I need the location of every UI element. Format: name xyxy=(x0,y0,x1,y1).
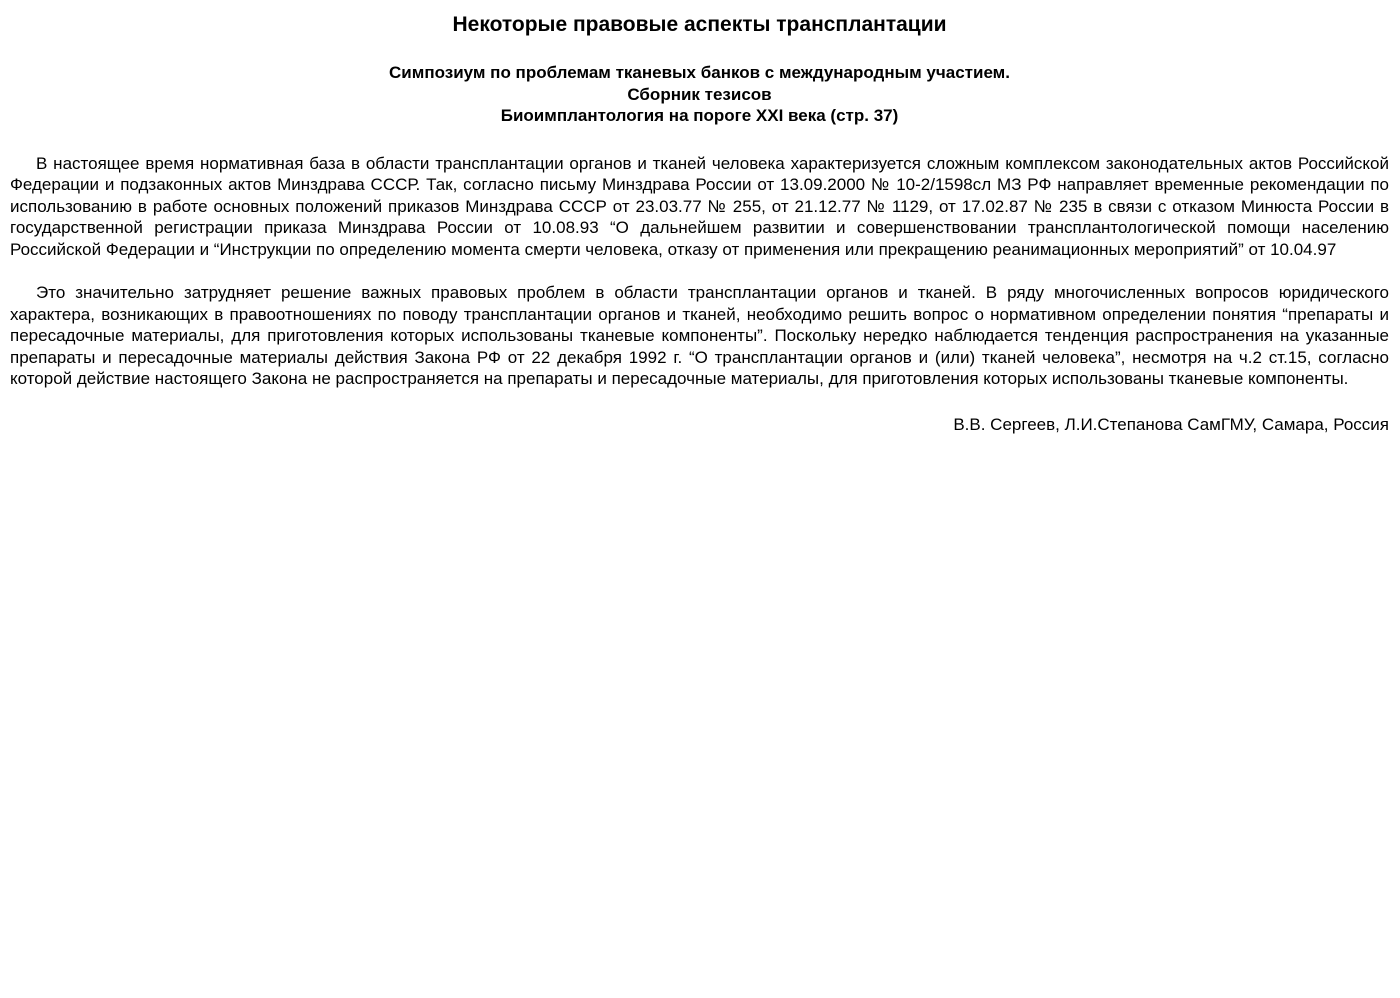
abstract-paragraph-1: В настоящее время нормативная база в области трансплантации органов и тканей человека характеризуется сложным комплексом законодательных актов Российской Федерации и подзаконных актов Минздрава СССР. Так, согласно письму Минздрава России от 13.09.2000 № 10-2/1598сл МЗ РФ направляет временные рекомендации по использованию в работе основных положений приказов Минздрава СССР от 23.03.77 № 255, от 21.12.77 № 1129, от 17.02.87 № 235 в связи с отказом Минюста России в государственной регистрации приказа Минздрава России от 10.08.93 “О дальнейшем развитии и совершенствовании трансплантологической помощи населению Российской Федерации и “Инструкции по определению момента смерти человека, отказу от применения или прекращению реанимационных мероприятий” от 10.04.97 xyxy=(10,153,1389,259)
authors-byline: В.В. Сергеев, Л.И.Степанова СамГМУ, Самара, Россия xyxy=(953,415,1389,435)
abstract-paragraph-2: Это значительно затрудняет решение важных правовых проблем в области трансплантации органов и тканей. В ряду многочисленных вопросов юридического характера, возникающих в правоотношениях по поводу трансплантации органов и тканей, необходимо решить вопрос о нормативном определении понятия “препараты и пересадочные материалы, для приготовления которых использованы тканевые компоненты”. Поскольку нередко наблюдается тенденция распространения на указанные препараты и пересадочные материалы действия Закона РФ от 22 декабря 1992 г. “О трансплантации органов и (или) тканей человека”, несмотря на ч.2 ст.15, согласно которой действие настоящего Закона не распространяется на препараты и пересадочные материалы, для приготовления которых использованы тканевые компоненты. xyxy=(10,283,1389,389)
page-title: Некоторые правовые аспекты трансплантации xyxy=(452,13,947,36)
subtitle-line-collection: Сборник тезисов xyxy=(627,84,772,104)
subtitle-line-symposium: Симпозиум по проблемам тканевых банков с международным участием. xyxy=(389,63,1010,82)
document-subtitle xyxy=(10,62,1389,127)
subtitle-line-bioimplantology: Биоимплантология на пороге XXI века (стр. 37) xyxy=(500,106,899,125)
